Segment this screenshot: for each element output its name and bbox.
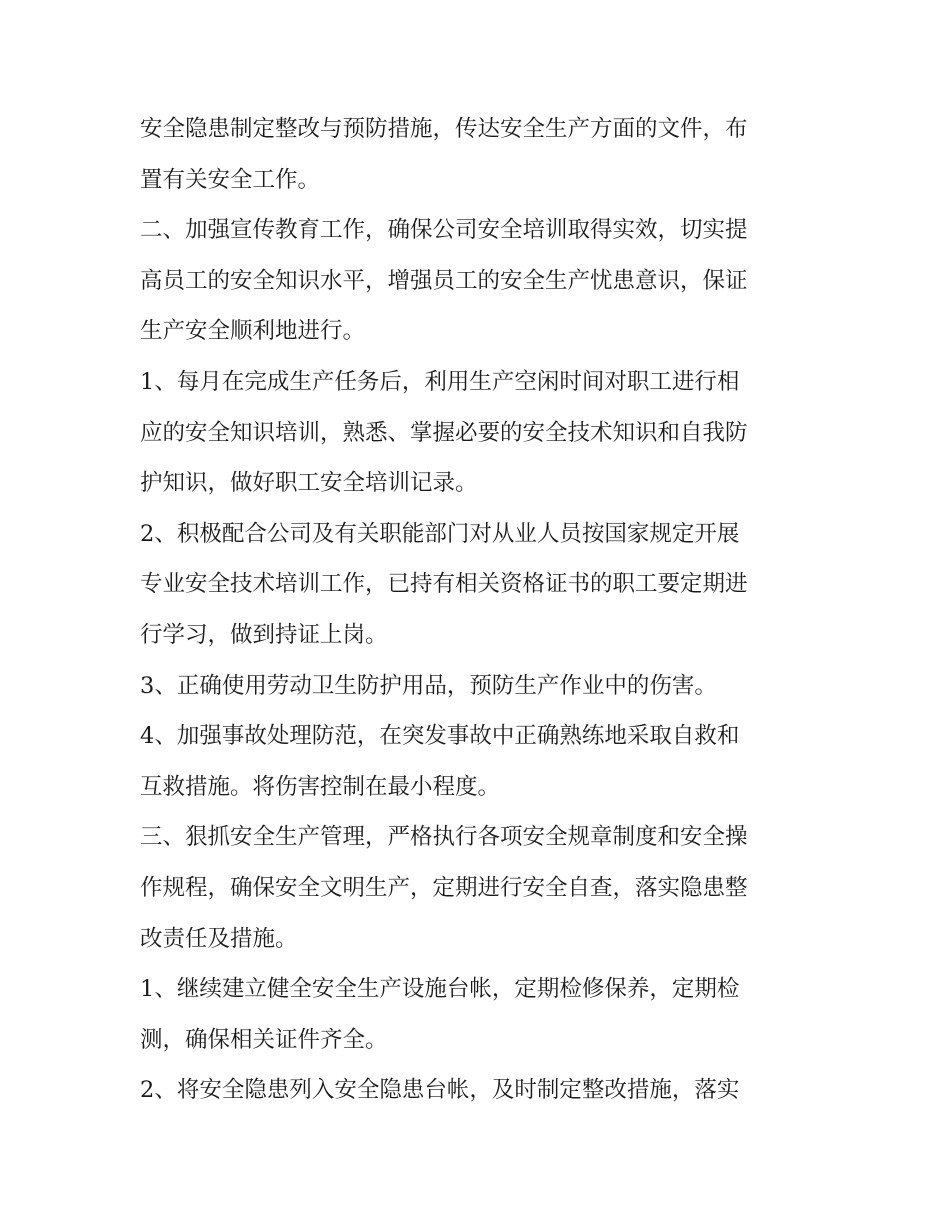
text-line: 专业安全技术培训工作，已持有相关资格证书的职工要定期进 — [140, 571, 748, 598]
text-line: 改责任及措施。 — [140, 925, 298, 952]
text-line: 1、继续建立健全安全生产设施台帐，定期检修保养，定期检 — [140, 976, 740, 1003]
text-line: 行学习，做到持证上岗。 — [140, 621, 388, 648]
text-line: 护知识，做好职工安全培训记录。 — [140, 470, 478, 497]
text-line: 三、狠抓安全生产管理，严格执行各项安全规章制度和安全操 — [140, 824, 748, 851]
text-line: 安全隐患制定整改与预防措施，传达安全生产方面的文件，布 — [140, 116, 748, 142]
text-line: 应的安全知识培训，熟悉、掌握必要的安全技术知识和自我防 — [140, 419, 748, 446]
text-line: 置有关安全工作。 — [140, 166, 321, 193]
document-body — [140, 104, 820, 1116]
text-line: 4、加强事故处理防范，在突发事故中正确熟练地采取自救和 — [140, 723, 740, 750]
text-line: 互救措施。将伤害控制在最小程度。 — [140, 773, 501, 800]
text-line: 测，确保相关证件齐全。 — [140, 1026, 388, 1053]
text-line: 2、积极配合公司及有关职能部门对从业人员按国家规定开展 — [140, 520, 740, 547]
text-line: 二、加强宣传教育工作，确保公司安全培训取得实效，切实提 — [140, 217, 748, 244]
text-line: 高员工的安全知识水平，增强员工的安全生产忧患意识，保证 — [140, 267, 748, 294]
text-line: 生产安全顺利地进行。 — [140, 318, 366, 345]
text-line: 作规程，确保安全文明生产，定期进行安全自查，落实隐患整 — [140, 874, 748, 901]
text-line: 2、将安全隐患列入安全隐患台帐，及时制定整改措施，落实 — [140, 1077, 740, 1104]
text-line: 3、正确使用劳动卫生防护用品，预防生产作业中的伤害。 — [140, 672, 717, 699]
text-line: 1、每月在完成生产任务后，利用生产空闲时间对职工进行相 — [140, 368, 740, 395]
